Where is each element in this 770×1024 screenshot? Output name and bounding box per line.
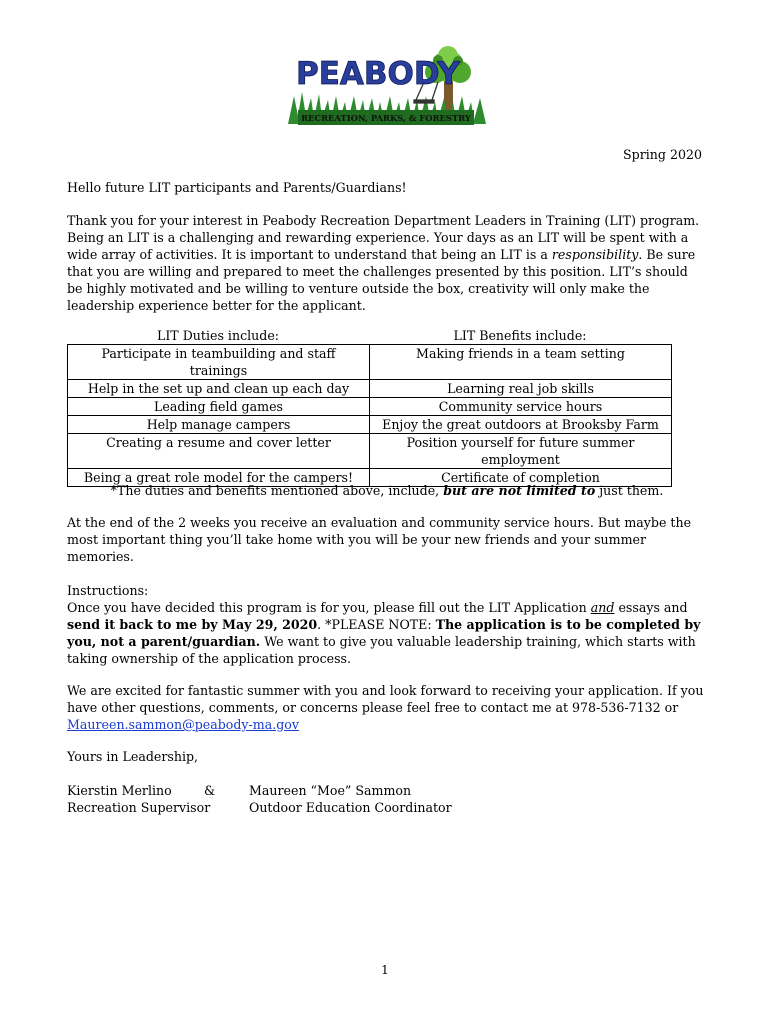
benefit-cell: Position yourself for future summer employment: [370, 434, 672, 469]
table-footnote: [67, 482, 707, 499]
table-row: [68, 398, 672, 416]
page-number: 1: [381, 963, 389, 977]
instructions-text: essays and: [614, 600, 688, 615]
contact-paragraph: [67, 682, 707, 733]
table-row: [68, 345, 672, 380]
note-emphasis: but are not limited to: [443, 483, 596, 498]
signer-right-name: Maureen “Moe” Sammon: [249, 783, 412, 798]
closing: Yours in Leadership,: [67, 749, 199, 764]
logo-tagline: RECREATION, PARKS, & FORESTRY: [301, 113, 471, 123]
signer-left-name: Kierstin Merlino: [67, 783, 172, 798]
signer-right-title: Outdoor Education Coordinator: [249, 800, 452, 815]
benefit-cell: Community service hours: [370, 398, 672, 416]
instructions-deadline: send it back to me by May 29, 2020: [67, 617, 318, 632]
signer-left: [67, 782, 210, 816]
signer-left-title: Recreation Supervisor: [67, 800, 211, 815]
logo-wordmark: PEABODY: [296, 56, 460, 92]
instructions-text: Once you have decided this program is for you, please fill out the LIT Application: [67, 600, 591, 615]
duty-cell: Leading field games: [68, 398, 370, 416]
table-row: [68, 434, 672, 469]
contact-text: We are excited for fantastic summer with you and look forward to receiving your application. If you have other questions, comments, or concerns please feel free to contact me at 978-536-7132 or: [67, 683, 704, 715]
intro-emphasis: responsibility: [551, 247, 639, 262]
email-link[interactable]: Maureen.sammon@peabody-ma.gov: [67, 717, 300, 732]
note-text-after: just them.: [595, 483, 664, 498]
duties-benefits-table-block: [67, 327, 671, 487]
greeting: Hello future LIT participants and Parents/Guardians!: [67, 180, 407, 195]
note-text: *The duties and benefits mentioned above, include,: [110, 483, 444, 498]
instructions-paragraph: [67, 599, 707, 667]
table-headers: [67, 327, 671, 344]
table-row: [68, 416, 672, 434]
signer-right: [249, 782, 452, 816]
duty-cell: Participate in teambuilding and staff trainings: [68, 345, 370, 380]
instructions-note: The application is to be completed by you, not a parent/guardian.: [67, 617, 701, 649]
intro-paragraph: [67, 212, 707, 314]
duty-cell: Help manage campers: [68, 416, 370, 434]
instructions-heading: Instructions:: [67, 583, 149, 598]
date-line: Spring 2020: [623, 147, 702, 162]
duties-header: LIT Duties include:: [156, 328, 280, 343]
benefits-header: LIT Benefits include:: [453, 328, 587, 343]
duty-cell: Being a great role model for the campers!: [68, 469, 370, 487]
benefit-cell: Certificate of completion: [370, 469, 672, 487]
duty-cell: Creating a resume and cover letter: [68, 434, 370, 469]
table-row: [68, 380, 672, 398]
intro-text: Thank you for your interest in Peabody Recreation Department Leaders in Training (LIT) program. Being an LIT is a challenging and rewarding experience. Your days as an LIT will be spent with a wide array of activities. It is important to understand that being an LIT is a: [67, 213, 700, 262]
instructions-text: We want to give you valuable leadership training, which starts with taking ownership of the application process.: [67, 634, 696, 666]
instructions-block: [67, 582, 707, 667]
intro-text-after: . Be sure that you are willing and prepared to meet the challenges presented by this position. LIT’s should be highly motivated and be willing to venture outside the box, creativity will only make the leadership experience better for the applicant.: [67, 247, 696, 313]
duty-cell: Help in the set up and clean up each day: [68, 380, 370, 398]
signer-ampersand: &: [204, 783, 216, 798]
peabody-logo: [288, 46, 486, 128]
benefit-cell: Learning real job skills: [370, 380, 672, 398]
end-paragraph: At the end of the 2 weeks you receive an evaluation and community service hours. But maybe the most important thing you’ll take home with you will be your new friends and your summer memories.: [67, 515, 692, 564]
instructions-text: . *PLEASE NOTE:: [317, 617, 436, 632]
duties-benefits-table: [67, 344, 672, 487]
benefit-cell: Making friends in a team setting: [370, 345, 672, 380]
benefit-cell: Enjoy the great outdoors at Brooksby Farm: [370, 416, 672, 434]
logo-graphic: [288, 46, 486, 128]
instructions-and: and: [590, 600, 615, 615]
